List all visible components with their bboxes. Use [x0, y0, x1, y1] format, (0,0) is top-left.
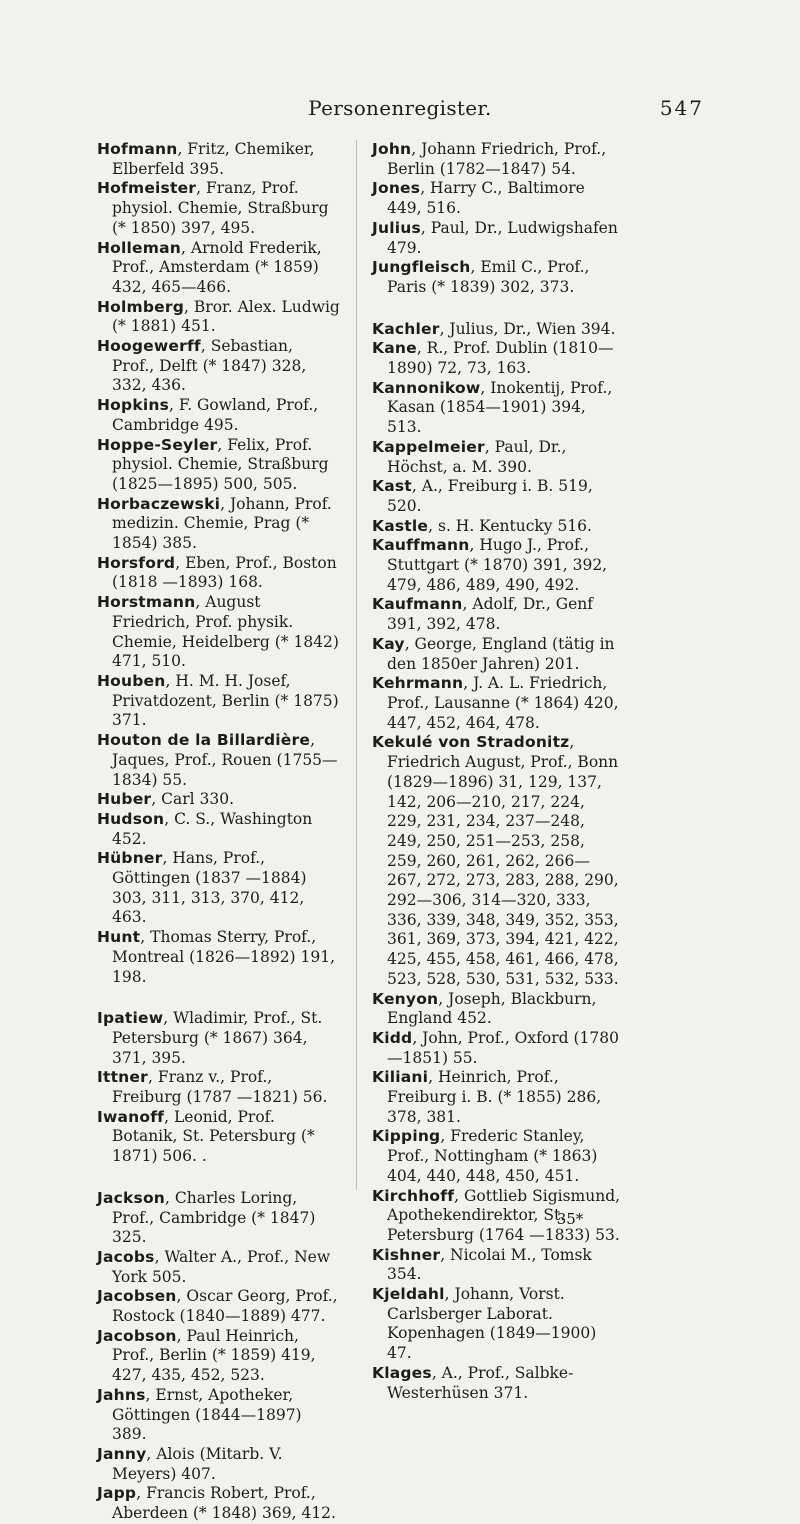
- entry-details: , Charles Loring, Prof., Cambridge (* 1847) 325.: [112, 1188, 316, 1247]
- entry-details: , Bror. Alex. Ludwig (* 1881) 451.: [112, 297, 340, 336]
- entry-details: , Gottlieb Sigismund, Apothekendirektor, St. Petersburg (1764 —1833) 53.: [387, 1186, 621, 1244]
- entry-name: Kane: [372, 339, 417, 358]
- entry-name: Kenyon: [372, 989, 439, 1008]
- entry-name: Kappelmeier: [372, 437, 485, 456]
- entry-details: , Heinrich, Prof., Freiburg i. B. (* 1855) 286, 378, 381.: [387, 1068, 602, 1126]
- entry-name: Hudson: [97, 809, 165, 828]
- index-entry: [97, 928, 340, 987]
- index-entry: [97, 298, 340, 337]
- page-number: 547: [659, 96, 704, 120]
- entry-details: , Julius, Dr., Wien 394.: [439, 319, 616, 338]
- entry-details: , Alois (Mitarb. V. Meyers) 407.: [112, 1445, 283, 1483]
- index-entry: [372, 339, 624, 378]
- index-entry: [372, 219, 624, 258]
- entry-name: Janny: [97, 1445, 147, 1463]
- index-entry: [372, 1246, 624, 1285]
- entry-name: Kannonikow: [372, 378, 481, 397]
- entry-name: John: [372, 140, 412, 158]
- index-entry: [97, 593, 340, 672]
- entry-name: Kekulé von Stradonitz: [372, 733, 570, 752]
- index-entry: [97, 1068, 340, 1107]
- index-entry: [97, 1248, 340, 1287]
- index-entry: [372, 635, 624, 674]
- entry-name: Kishner: [372, 1245, 441, 1264]
- entry-details: , H. M. H. Josef, Privatdozent, Berlin (* 1875) 371.: [112, 671, 339, 730]
- entry-details: , Thomas Sterry, Prof., Montreal (1826—1892) 191, 198.: [112, 928, 336, 986]
- entry-name: Ipatiew: [97, 1009, 164, 1028]
- index-entry: [372, 438, 624, 477]
- entry-name: Jahns: [97, 1385, 146, 1404]
- entry-details: , J. A. L. Friedrich, Prof., Lausanne (* 1864) 420, 447, 452, 464, 478.: [387, 674, 619, 732]
- entry-name: Horbaczewski: [97, 494, 221, 513]
- index-entry: [97, 337, 340, 396]
- entry-name: Julius: [372, 218, 421, 237]
- entry-details: , Oscar Georg, Prof., Rostock (1840—1889) 477.: [112, 1287, 338, 1326]
- entry-name: Ittner: [97, 1068, 148, 1087]
- index-entry: [97, 731, 340, 790]
- entry-details: , s. H. Kentucky 516.: [428, 516, 592, 535]
- index-entry: [372, 990, 624, 1029]
- entry-name: Klages: [372, 1363, 432, 1382]
- entry-details: , Eben, Prof., Boston (1818 —1893) 168.: [112, 553, 337, 592]
- entry-details: , A., Prof., Salbke-Westerhüsen 371.: [387, 1363, 574, 1402]
- page-title: Personenregister.: [308, 96, 492, 120]
- index-entry: [372, 733, 624, 989]
- entry-details: , Joseph, Blackburn, England 452.: [387, 989, 597, 1028]
- index-entry: [372, 379, 624, 438]
- entry-details: , Paul, Dr., Ludwigshafen 479.: [387, 218, 618, 257]
- entry-name: Jungfleisch: [372, 258, 471, 277]
- entry-name: Hunt: [97, 928, 141, 947]
- entry-name: Hoppe-Seyler: [97, 435, 218, 454]
- entry-name: Holmberg: [97, 297, 185, 316]
- entry-name: Jones: [372, 179, 421, 198]
- entry-details: , Hugo J., Prof., Stuttgart (* 1870) 391, 392, 479, 486, 489, 490, 492.: [387, 536, 608, 594]
- entry-details: , Paul, Dr., Höchst, a. M. 390.: [387, 437, 567, 476]
- index-entry: [97, 810, 340, 849]
- entry-name: Kauffmann: [372, 536, 470, 555]
- entry-name: Hübner: [97, 849, 163, 868]
- index-entry: [372, 1068, 624, 1127]
- index-entry: [97, 1287, 340, 1326]
- entry-details: , Frederic Stanley, Prof., Nottingham (* 1863) 404, 440, 448, 450, 451.: [387, 1127, 598, 1185]
- index-entry: [97, 396, 340, 435]
- index-entry: [97, 1386, 340, 1445]
- index-entry: [97, 1445, 340, 1484]
- entry-name: Kidd: [372, 1028, 413, 1047]
- entry-details: , Johann Friedrich, Prof., Berlin (1782—1847) 54.: [387, 140, 607, 178]
- entry-name: Kaufmann: [372, 595, 463, 614]
- entry-details: , R., Prof. Dublin (1810—1890) 72, 73, 163.: [387, 339, 614, 378]
- entry-details: , Arnold Frederik, Prof., Amsterdam (* 1859) 432, 465—466.: [112, 238, 322, 296]
- entry-name: Houton de la Billardière: [97, 731, 311, 750]
- column-divider: [356, 140, 357, 1190]
- entry-details: , Hans, Prof., Göttingen (1837 —1884) 303, 311, 313, 370, 412, 463.: [112, 849, 307, 927]
- entry-details: , Nicolai M., Tomsk 354.: [387, 1245, 592, 1284]
- entry-name: Kehrmann: [372, 674, 464, 693]
- index-entry: [97, 140, 340, 179]
- index-entry: [372, 1285, 624, 1364]
- index-column-left: [97, 140, 340, 1524]
- index-entry: [372, 674, 624, 733]
- entry-name: Kipping: [372, 1127, 441, 1146]
- entry-name: Kjeldahl: [372, 1285, 445, 1304]
- index-entry: [372, 1127, 624, 1186]
- entry-name: Kastle: [372, 516, 429, 535]
- entry-name: Japp: [97, 1484, 137, 1503]
- entry-details: , Adolf, Dr., Genf 391, 392, 478.: [387, 595, 594, 634]
- entry-details: , Franz v., Prof., Freiburg (1787 —1821) 56.: [112, 1068, 328, 1107]
- entry-details: , Friedrich August, Prof., Bonn (1829—1896) 31, 129, 137, 142, 206—210, 217, 224, 229, 231, 234, 237—248, 249, 250, 251—253, 258, 259, 260, 261, 262, 266—267, 272, 273, 283, 288, 290, 292—306, 314—320, 333, 336, 339, 348, 349, 352, 353, 361, 369, 373, 394, 421, 422, 425, 455, 458, 461, 466, 478, 523, 528, 530, 531, 532, 533.: [387, 733, 619, 988]
- entry-details: , Sebastian, Prof., Delft (* 1847) 328, 332, 436.: [112, 337, 307, 395]
- entry-name: Kast: [372, 477, 412, 496]
- entry-details: , Ernst, Apotheker, Göttingen (1844—1897) 389.: [112, 1385, 302, 1444]
- entry-name: Kay: [372, 634, 405, 653]
- entry-details: , Carl 330.: [151, 790, 235, 809]
- entry-details: , Johann, Prof. medizin. Chemie, Prag (* 1854) 385.: [112, 494, 332, 553]
- index-entry: [372, 477, 624, 516]
- index-entry: [372, 1029, 624, 1068]
- entry-details: , John, Prof., Oxford (1780—1851) 55.: [387, 1028, 619, 1067]
- entry-name: Iwanoff: [97, 1107, 165, 1126]
- entry-name: Jacobs: [97, 1247, 155, 1266]
- index-entry: [372, 258, 624, 297]
- index-entry: [97, 1108, 340, 1167]
- index-entry: [97, 179, 340, 238]
- entry-name: Kirchhoff: [372, 1186, 455, 1205]
- entry-details: , George, England (tätig in den 1850er Jahren) 201.: [387, 634, 615, 673]
- entry-details: , Fritz, Chemiker, Elberfeld 395.: [112, 140, 315, 178]
- index-entry: [97, 1009, 340, 1068]
- entry-details: , Francis Robert, Prof., Aberdeen (* 1848) 369, 412.: [112, 1484, 336, 1523]
- entry-name: Horstmann: [97, 593, 196, 612]
- entry-details: , A., Freiburg i. B. 519, 520.: [387, 477, 593, 515]
- index-entry: [372, 140, 624, 179]
- entry-details: , Walter A., Prof., New York 505.: [112, 1247, 331, 1286]
- entry-name: Houben: [97, 671, 166, 690]
- entry-name: Kachler: [372, 319, 440, 338]
- entry-name: Jacobsen: [97, 1287, 177, 1306]
- index-entry: [372, 179, 624, 218]
- index-entry: [372, 1364, 624, 1403]
- entry-details: , Leonid, Prof. Botanik, St. Petersburg (* 1871) 506. .: [112, 1107, 315, 1166]
- entry-name: Holleman: [97, 238, 182, 257]
- entry-details: , Franz, Prof. physiol. Chemie, Straßburg (* 1850) 397, 495.: [112, 179, 329, 237]
- entry-name: Hofmeister: [97, 179, 197, 198]
- index-entry: [97, 239, 340, 298]
- entry-details: , Felix, Prof. physiol. Chemie, Straßburg (1825—1895) 500, 505.: [112, 435, 329, 493]
- entry-details: , Harry C., Baltimore 449, 516.: [387, 179, 585, 218]
- entry-name: Kiliani: [372, 1068, 429, 1087]
- entry-details: , Inokentij, Prof., Kasan (1854—1901) 394, 513.: [387, 378, 613, 437]
- entry-details: , F. Gowland, Prof., Cambridge 495.: [112, 396, 319, 434]
- index-entry: [372, 595, 624, 634]
- index-entry: [97, 1484, 340, 1523]
- index-entry: [97, 554, 340, 593]
- entry-name: Hofmann: [97, 140, 178, 158]
- entry-details: , Johann, Vorst. Carlsberger Laborat. Kopenhagen (1849—1900) 47.: [387, 1285, 597, 1363]
- entry-name: Horsford: [97, 553, 176, 572]
- entry-name: Huber: [97, 790, 152, 809]
- entry-details: , August Friedrich, Prof. physik. Chemie, Heidelberg (* 1842) 471, 510.: [112, 593, 339, 671]
- entry-name: Hoogewerff: [97, 337, 201, 356]
- index-entry: [97, 790, 340, 810]
- entry-name: Jackson: [97, 1188, 166, 1207]
- index-entry: [97, 849, 340, 928]
- entry-name: Jacobson: [97, 1326, 177, 1345]
- entry-details: , C. S., Washington 452.: [112, 809, 313, 848]
- index-entry: [97, 1189, 340, 1248]
- index-entry: [372, 320, 624, 340]
- index-entry: [97, 495, 340, 554]
- entry-details: , Jaques, Prof., Rouen (1755—1834) 55.: [112, 731, 338, 789]
- index-entry: [97, 672, 340, 731]
- entry-details: , Emil C., Prof., Paris (* 1839) 302, 373.: [387, 258, 590, 296]
- signature-mark: 35*: [556, 1210, 584, 1228]
- entry-name: Hopkins: [97, 396, 169, 415]
- entry-details: , Paul Heinrich, Prof., Berlin (* 1859) 419, 427, 435, 452, 523.: [112, 1326, 316, 1385]
- index-entry: [372, 517, 624, 537]
- index-entry: [97, 1327, 340, 1386]
- index-entry: [97, 436, 340, 495]
- index-entry: [372, 536, 624, 595]
- entry-details: , Wladimir, Prof., St. Petersburg (* 1867) 364, 371, 395.: [112, 1009, 323, 1067]
